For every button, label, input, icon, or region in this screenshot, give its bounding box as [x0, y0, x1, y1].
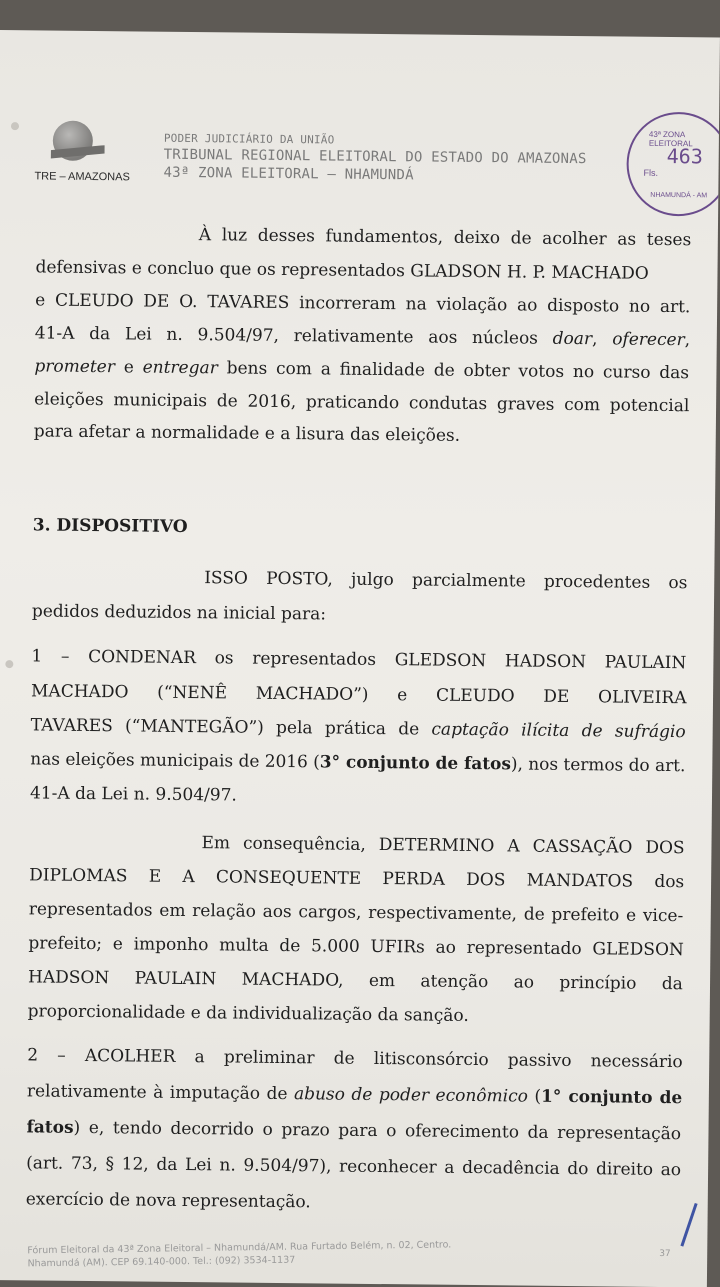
para1-line4 — [35, 322, 691, 351]
para1-line3: e CLEUDO DE O. TAVARES incorreram na violação ao disposto no art. — [35, 290, 691, 318]
item1-line3 — [31, 714, 686, 743]
item1-line4 — [30, 748, 685, 777]
letterhead-line2: TRIBUNAL REGIONAL ELEITORAL DO ESTADO DO AMAZONAS — [163, 146, 587, 168]
item2-line3 — [26, 1116, 681, 1145]
para1-line6: eleições municipais de 2016, praticando condutas graves com potencial — [34, 389, 690, 417]
page-stamp — [626, 112, 720, 217]
item2-line2-a: relativamente à imputação de — [26, 1081, 295, 1105]
para1-line5-text: bens com a finalidade de obter votos no curso das — [217, 358, 690, 384]
item2-line4: (art. 73, § 12, da Lei n. 9.504/97), reconhecer a decadência do direito ao — [26, 1153, 682, 1181]
para1-line2-text: defensivas e concluo que os representados GLADSON H. P. MACHADO — [35, 257, 649, 284]
item2-line3-text: ) e, tendo decorrido o prazo para o oferecimento da representação — [73, 1117, 682, 1145]
punch-hole — [5, 660, 13, 668]
page-footer — [27, 1239, 451, 1269]
term-captacao: captação ilícita de sufrágio — [431, 719, 686, 743]
section-title: 3. DISPOSITIVO — [32, 515, 188, 537]
letterhead-line3: 43ª ZONA ELEITORAL – NHAMUNDÁ — [163, 164, 414, 184]
item2-line1: 2 – ACOLHER a preliminar de litisconsórcio passivo necessário — [27, 1045, 683, 1073]
para3-line1: Em consequência, DETERMINO A CASSAÇÃO DOS — [201, 833, 685, 859]
item2-bold-conjunto: 1° conjunto de — [540, 1086, 683, 1109]
stamp-bottom: NHAMUNDÁ - AM — [650, 191, 708, 200]
para2-line1: ISSO POSTO, julgo parcialmente procedentes os — [204, 568, 688, 594]
para2-line2: pedidos deduzidos na inicial para: — [31, 601, 327, 625]
letterhead — [163, 132, 586, 185]
para1-line4-text: 41-A da Lei n. 9.504/97, relativamente aos núcleos — [34, 323, 553, 349]
para1-line5 — [34, 355, 689, 384]
item1-line5: 41-A da Lei n. 9.504/97. — [29, 783, 237, 806]
para3-line3: representados em relação aos cargos, respectivamente, de prefeito e vice- — [28, 899, 684, 927]
item2-line2-b: ( — [527, 1086, 542, 1107]
para1-line1: À luz desses fundamentos, deixo de acolher as teses — [198, 225, 692, 251]
para1-line4-sep: , — [591, 329, 613, 350]
logo-caption: TRE – AMAZONAS — [34, 170, 130, 184]
para1-line5-e: e — [114, 357, 143, 378]
term-prometer: prometer — [34, 356, 116, 378]
para1-line2 — [35, 256, 690, 285]
stamp-text: 43ª ZONA ELEITORAL — [648, 129, 693, 149]
para1-line7: para afetar a normalidade e a lisura das eleições. — [33, 421, 461, 446]
para3-line6: proporcionalidade e da individualização da sanção. — [27, 1001, 469, 1026]
item1-line4-a: nas eleições municipais de 2016 ( — [30, 749, 320, 773]
item1-line2: MACHADO (“NENÊ MACHADO”) e CLEUDO DE OLIVEIRA — [30, 681, 687, 709]
pen-mark — [680, 1203, 697, 1247]
item2-line2 — [27, 1080, 683, 1109]
item2-line5: exercício de nova representação. — [25, 1189, 311, 1213]
item1-line1: 1 – CONDENAR os representados GLEDSON HADSON PAULAIN — [31, 646, 687, 674]
footer-line2: Nhamundá (AM). CEP 69.140-000. Tel.: (092) 3534-1137 — [27, 1254, 296, 1270]
stamp-fls-label: Fls. — [643, 167, 659, 178]
term-oferecer: oferecer — [612, 329, 685, 351]
item1-line4-c: ), nos termos do art. — [510, 754, 686, 777]
term-doar: doar — [552, 328, 593, 350]
letterhead-line1: PODER JUDICIÁRIO DA UNIÃO — [163, 131, 335, 147]
punch-hole — [11, 122, 19, 130]
para3-line4: prefeito; e imponho multa de 5.000 UFIRs ao representado GLEDSON — [28, 933, 684, 961]
page-number: 37 — [659, 1248, 671, 1260]
stamp-number: 463 — [666, 143, 703, 169]
item1-line3-text: TAVARES (“MANTEGÃO”) pela prática de — [30, 715, 432, 740]
item1-bold-fatos: 3° conjunto de fatos — [319, 752, 512, 775]
document-page — [0, 30, 720, 1287]
term-entregar: entregar — [142, 357, 218, 379]
para3-line2: DIPLOMAS E A CONSEQUENTE PERDA DOS MANDATOS dos — [29, 865, 685, 893]
para3-line5: HADSON PAULAIN MACHADO, em atenção ao princípio da — [27, 967, 683, 995]
item2-bold-fatos: fatos — [26, 1117, 74, 1138]
footer-line1: Fórum Eleitoral da 43ª Zona Eleitoral – Nhamundá/AM. Rua Furtado Belém, n. 02, Centro. — [27, 1239, 452, 1257]
term-abuso: abuso de poder econômico — [293, 1084, 528, 1107]
para1-line4-end: , — [684, 330, 691, 351]
